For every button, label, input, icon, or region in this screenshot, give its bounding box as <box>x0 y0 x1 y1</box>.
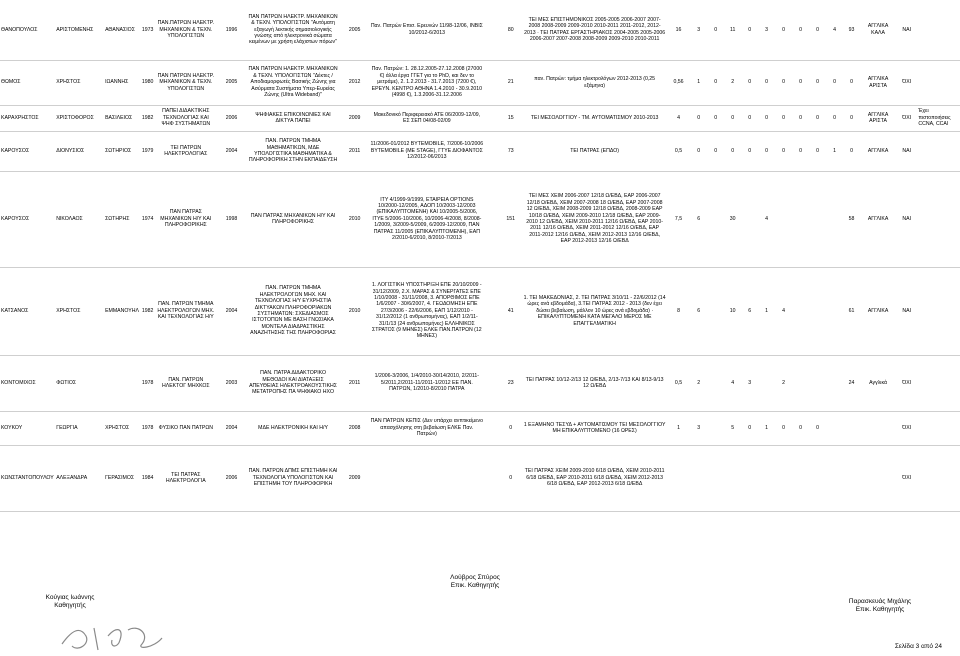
cell-months: 23 <box>507 379 514 386</box>
cell-research-year <box>484 171 499 267</box>
cell-postgrad: ΜΔΕ ΗΛΕΚΤΡΟΝΙΚΗ ΚΑΙ Η/Υ <box>258 424 328 431</box>
cell-score-4: 0 <box>731 147 735 154</box>
cell-yes-no: ΝΑΙ <box>902 147 912 154</box>
signature-left-title: Καθηγητής <box>54 602 86 609</box>
cell-score-3 <box>707 267 724 355</box>
cell-months: 0 <box>509 474 513 481</box>
cell-score-2: 6 <box>697 215 701 222</box>
cell-score-10 <box>826 445 843 511</box>
cell-score-8 <box>792 267 809 355</box>
cell-teaching: ΤΕΙ ΜΕΣ ΕΠΙΣΤΗΜΟΝΙΚΟΣ 2005-2005 2006-2007 2007-2008 2008-2009 2009-2010 2010-2011 2011-2012, 2012-2013 · ΤΕΙ ΠΑΤΡΑΣ ΕΡΓΑΣΤΗΡΙΑΚΟΣ 2004-2005 2005-2006 2006-2007 2007-2008 2008-2009 2009-2010 2010-2011 <box>524 16 666 43</box>
cell-score-7: 4 <box>782 307 786 314</box>
cell-deg-year: 2004 <box>225 307 238 314</box>
cell-pg-year: 2008 <box>348 424 361 431</box>
cell-score-1: 16 <box>675 26 682 33</box>
cell-score-6 <box>758 445 775 511</box>
cell-language: ΑΓΓΛΙΚΑ ΑΡΙΣΤΑ <box>867 76 889 89</box>
cell-surname: ΘΩΜΟΣ <box>1 79 21 86</box>
cell-score-1: 4 <box>677 114 680 121</box>
cell-teaching: ΤΕΙ ΠΑΤΡΑΣ 10/12-2/13 12 Ω/ΕΒΔ, 2/13-7/13 ΚΑΙ 8/13-9/13 12 Ω/ΕΒΔ <box>525 376 664 389</box>
cell-teaching: ΤΕΙ ΠΑΤΡΑΣ (ΕΠΔΟ) <box>570 147 619 154</box>
cell-score-9: 0 <box>816 114 820 121</box>
cell-degree: ΠΑΝ. ΠΑΤΡΩΝ ΤΜΗΜΑ ΗΛΕΚΤΡΟΛΟΓΩΝ ΜΗΧ. ΚΑΙ ΤΕΧΝΟΛΟΓΙΑΣ Η/Υ <box>157 301 215 321</box>
cell-birth: 1978 <box>141 424 154 431</box>
cell-degree: ΤΕΙ ΠΑΤΡΑΣ ΗΛΕΚΤΡΟΛΟΓΙΑ <box>165 471 206 484</box>
table-row <box>0 105 960 131</box>
cell-name: ΓΕΩΡΓΙΑ <box>56 424 78 431</box>
cell-score-1 <box>667 445 690 511</box>
cell-score-6: 0 <box>765 79 769 86</box>
cell-score-4: 10 <box>729 307 736 314</box>
cell-teaching: ΤΕΙ ΜΕΣΟΛΟΓΓΙΟΥ - ΤΜ. ΑΥΤΟΜΑΤΙΣΜΟΥ 2010-2013 <box>530 114 659 121</box>
cell-score-5: 0 <box>748 79 752 86</box>
table-row <box>0 0 960 60</box>
cell-teaching: ΤΕΙ ΠΑΤΡΑΣ ΧΕΙΜ 2009-2010 6/18 Ω/ΕΒΔ, ΧΕΙΜ 2010-2011 6/18 Ω/ΕΒΔ, ΕΑΡ 2010-2011 6/18 Ω/ΕΒΔ, ΧΕΙΜ 2012-2013 6/18 Ω/ΕΒΔ, ΕΑΡ 2012-2013 6/18 Ω/ΕΒΔ <box>524 468 665 488</box>
cell-birth: 1982 <box>141 114 154 121</box>
cell-pg-year: 2009 <box>348 474 361 481</box>
cell-deg-year: 1998 <box>225 215 238 222</box>
cell-deg-year: 2003 <box>225 379 238 386</box>
cell-score-total <box>843 445 860 511</box>
cell-score-2: 0 <box>697 147 701 154</box>
cell-name: ΝΙΚΟΛΑΟΣ <box>56 215 83 222</box>
cell-name: ΧΡΙΣΤΟΦΟΡΟΣ <box>56 114 94 121</box>
cell-father: ΣΩΤΗΡΗΣ <box>105 215 130 222</box>
cell-score-10: 4 <box>833 26 836 33</box>
cell-score-9 <box>809 355 826 411</box>
cell-score-5 <box>741 171 758 267</box>
cell-father: ΒΑΣΙΛΕΙΟΣ <box>105 114 133 121</box>
cell-notes <box>917 0 960 60</box>
cell-degree: ΠΑΝ. ΠΑΤΡΩΝ ΗΛΕΚΤΟΓ ΜΗΧΚΟΣ <box>162 376 210 389</box>
cell-father <box>104 355 140 411</box>
cell-father: ΕΜΜΑΝΟΥΗΛ <box>105 307 139 314</box>
cell-score-5: 6 <box>748 307 752 314</box>
cell-degree: ΦΥΣΙΚΟ ΠΑΝ ΠΑΤΡΩΝ <box>158 424 213 431</box>
cell-score-7: 0 <box>782 79 786 86</box>
cell-score-9 <box>809 267 826 355</box>
cell-score-4 <box>724 445 741 511</box>
cell-months: 41 <box>507 307 514 314</box>
cell-postgrad: ΠΑΝ ΠΑΤΡΑΣ ΜΗΧΑΝΙΚΩΝ Η/Υ ΚΑΙ ΠΛΗΡΟΦΟΡΙΚΗΣ <box>250 212 336 225</box>
cell-research: ΙΤΥ 4/1999-9/1999, ΕΤΑΙΡΕΙΑ OPTIONS 10/2000-12/2005, ΑΔΟΠ 10/2003-12/2003 (ΕΠΙΚΑΛΥΠΤΟΜΕΝΗ) ΚΑΙ 10/2005-5/2006, ΙΤΥΕ 5/2006-10/2006, 10/2006-4/2008, 8/2008-1/2009, 3/2009-5/2009, 6/2009-12/2009, ΠΑΝ ΠΑΤΡΑΣ 11/2005 (ΕΠΙΚΑΛΥΠΤΟΜΕΝΗ), ΕΑΠ 2/2010-6/2010, 8/2010-7/2013 <box>372 196 482 242</box>
cell-research: Παν. Πατρών: 1. 28.12.2005-27.12.2008 (27000 €) άλλα έργα ΓΓΕΤ για το PhD, και δεν το μετράμε), 2. 1.2.2013 - 31.7.2013 (7200 €), ΕΡΕΥΝ. ΚΕΝΤΡΟ ΑΘΗΝΑ 1.4.2010 - 30.9.2010 (4998 €), 1.3.2006-31.12.2006 <box>371 66 483 99</box>
cell-teaching: 1. ΤΕΙ ΜΑΚΕΔΟΝΙΑΣ, 2. ΤΕΙ ΠΑΤΡΑΣ 3/10/11 - 22/6/2012 (14 ώρες ανά εβδομάδα), 3.ΤΕΙ ΠΑΤΡΑΣ 2012 - 2013 (δεν έχει δώσει βεβαίωση, μάλλον 10 ώρες ανά εβδομάδα) · ΕΠΙΚΑΛΥΠΤΟΜΕΝΗ ΚΑΤΑ ΜΕΓΑΛΟ ΜΕΡΟΣ ΜΕ ΕΠΑΓΓΕΛΜΑΤΙΚΗ <box>523 294 666 327</box>
cell-research-year <box>484 131 499 171</box>
cell-score-total <box>843 411 860 445</box>
cell-score-6: 0 <box>765 147 769 154</box>
cell-score-2: 2 <box>697 379 701 386</box>
cell-birth: 1982 <box>141 307 154 314</box>
cell-postgrad: ΨΗΦΙΑΚΕΣ ΕΠΙΚΟΙΝΩΝΙΕΣ ΚΑΙ ΔΙΚΤΥΑ ΠΑΠΕΙ <box>255 111 331 124</box>
cell-months: 15 <box>507 114 514 121</box>
table-row <box>0 411 960 445</box>
cell-notes <box>917 131 960 171</box>
cell-score-5: 3 <box>748 379 752 386</box>
cell-pg-year: 2005 <box>348 26 361 33</box>
cell-research: Παν. Πατρών Επισ. Ερευνών 11/98-12/06, ΙΝΒΙΣ 10/2012-6/2013 <box>370 23 483 36</box>
table-row <box>0 171 960 267</box>
cell-score-3 <box>707 445 724 511</box>
cell-deg-year: 2004 <box>225 424 238 431</box>
cell-score-3: 0 <box>714 79 718 86</box>
signature-center-name: Λούβρος Σπύρος <box>450 574 500 581</box>
cell-score-9 <box>809 171 826 267</box>
cell-pg-year: 2010 <box>348 215 361 222</box>
table-row <box>0 355 960 411</box>
cell-degree: ΠΑΝ.ΠΑΤΡΩΝ ΗΛΕΚΤΡ. ΜΗΧΑΝΙΚΩΝ & ΤΕΧΝ. ΥΠΟΛΟΓΙΣΤΩΝ <box>157 20 215 39</box>
cell-postgrad: ΠΑΝ ΠΑΤΡΩΝ ΗΛΕΚΤΡ. ΜΗΧΑΝΙΚΩΝ & ΤΕΧΝ. ΥΠΟΛΟΓΙΣΤΩΝ "Αυτόματη εξαγωγή λεκτικής σημασιολογικής γνώσης από ηλεκτρονικά σώματα κειμένων με χρήση ελάχιστων πόρων" <box>248 13 338 46</box>
cell-score-8 <box>792 355 809 411</box>
cell-score-7: 0 <box>782 424 786 431</box>
cell-score-7: 0 <box>782 147 786 154</box>
cell-research: 1. ΛΟΓΙΣΤΙΚΗ ΥΠΟΣΤΗΡΙΞΗ ΕΠΕ 20/10/2009 - 31/12/2009, 2.Χ. ΜΑΡΑΣ & ΣΥΝΕΡΓΑΤΕΣ ΕΠΕ 1/10/2008 - 31/11/2008, 3. ΑΠΟΡΘΙΜΟΣ ΕΠΕ 1/6/2007 - 30/6/2007, 4. ΓΕΩΔΟΜΗΣΗ ΕΠΕ 27/3/2006 - 22/6/2006, ΕΑΠ 1/12/2010 - 31/12/2012 (1 ανθρωπομήνας), ΕΑΠ 1/2/11-31/1/13 (24 ανθρωπομήνες) ΕΛΛΗΝΙΚΟΣ ΣΤΡΑΤΟΣ (9 ΜΗΝΕΣ) ΕΛΚΕ ΠΑΝ.ΠΑΤΡΩΝ (12 ΜΗΝΕΣ) <box>372 282 482 340</box>
signature-left <box>20 594 120 610</box>
cell-score-10: 0 <box>833 79 836 86</box>
cell-yes-no: ΝΑΙ <box>902 307 912 314</box>
cell-score-7 <box>775 171 792 267</box>
cell-birth: 1980 <box>141 79 154 86</box>
cell-research: ΠΑΝ ΠΑΤΡΩΝ ΚΕΠΙΣ (Δεν υπάρχει ανπτικείμενο απασχόλησης στη βεβαίωση ΕΛΚΕ Παν. Πατρών) <box>370 418 484 438</box>
cell-postgrad: ΠΑΝ ΠΑΤΡΩΝ ΗΛΕΚΤΡ. ΜΗΧΑΝΙΚΩΝ & ΤΕΧΝ. ΥΠΟΛΟΓΙΣΤΩΝ "Δέκτες / Αποδιαμορφωτές Βασικής Ζώνης για Ασύρματα Συστήματα Υπερ-Ευρείας Ζώνης (Ultra Wideband)" <box>248 66 338 99</box>
cell-yes-no: ΌΧΙ <box>902 114 912 121</box>
cell-months: 151 <box>506 215 516 222</box>
cell-months: 21 <box>507 79 514 86</box>
cell-teaching: 1 ΕΞΑΜΗΝΟ ΤΕΣΥΔ + ΑΥΤΟΜΑΤΙΣΜΟΥ ΤΕΙ ΜΕΣΟΛΟΓΓΙΟΥ ΜΗ ΕΠΙΚΑΛΥΠΤΟΜΕΝΟ (16 ΩΡΕΣ) <box>523 421 666 434</box>
signature-center <box>410 574 540 590</box>
cell-yes-no: ΝΑΙ <box>902 215 912 222</box>
cell-language: ΑΓΓΛΙΚΑ <box>867 147 889 154</box>
cell-teaching: παν. Πατρών: τμήμα ηλεκτρολόγων 2012-2013 (0,25 εξάμηνα) <box>534 76 656 89</box>
cell-months: 73 <box>507 147 514 154</box>
table-row <box>0 60 960 105</box>
cell-research-year <box>484 411 499 445</box>
cell-score-5: 0 <box>748 26 752 33</box>
cell-score-5: 0 <box>748 424 752 431</box>
signature-right-title: Επικ. Καθηγητής <box>855 606 905 613</box>
cell-score-1: 1 <box>677 424 680 431</box>
cell-deg-year: 2006 <box>225 114 238 121</box>
cell-yes-no: ΌΧΙ <box>902 379 912 386</box>
cell-score-9: 0 <box>816 26 820 33</box>
cell-score-8 <box>792 171 809 267</box>
cell-degree: ΠΑΠΕΙ ΔΙΔΑΚΤΙΚΗΣ ΤΕΧΝΟΛΟΓΙΑΣ ΚΑΙ ΨΗΦ ΣΥΣΤΗΜΑΤΩΝ <box>161 108 211 128</box>
cell-score-2: 3 <box>697 424 701 431</box>
cell-language: ΑΓΓΛΙΚΑ ΚΑΛΑ <box>867 23 889 36</box>
cell-pg-year: 2011 <box>349 147 361 154</box>
cell-score-5: 0 <box>748 147 752 154</box>
cell-language <box>860 411 896 445</box>
cell-score-3 <box>707 355 724 411</box>
cell-score-4: 4 <box>731 379 735 386</box>
cell-notes <box>917 411 960 445</box>
cell-score-8: 0 <box>799 147 803 154</box>
cell-notes <box>917 445 960 511</box>
cell-score-7: 2 <box>782 379 786 386</box>
cell-deg-year: 2006 <box>225 474 238 481</box>
cell-notes <box>917 171 960 267</box>
cell-yes-no: ΌΧΙ <box>902 474 912 481</box>
cell-score-3: 0 <box>714 26 718 33</box>
cell-score-5 <box>741 445 758 511</box>
cell-surname: ΚΑΤΣΑΝΟΣ <box>1 307 29 314</box>
cell-postgrad: ΠΑΝ. ΠΑΤΡΩΝ ΤΜΗΜΑ ΜΑΘΗΜΑΤΙΚΩΝ, ΜΔΕ ΥΠΟΛΟΓΙΣΤΙΚΑ ΜΑΘΗΜΑΤΙΚΑ & ΠΛΗΡΟΦΟΡΙΚΗ ΣΤΗΝ ΕΚΠΑΙΔΕΥΣΗ <box>248 138 338 164</box>
cell-degree: ΤΕΙ ΠΑΤΡΩΝ ΗΛΕΚΤΡΟΛΟΓΙΑΣ <box>164 144 208 157</box>
cell-months: 0 <box>509 424 513 431</box>
cell-surname: ΚΑΡΟΥΣΟΣ <box>1 147 30 154</box>
cell-score-6: 1 <box>765 424 769 431</box>
cell-deg-year: 2005 <box>225 79 238 86</box>
handwritten-signature-icon <box>58 618 168 656</box>
cell-score-total: 24 <box>848 379 855 386</box>
cell-score-3: 0 <box>714 114 718 121</box>
cell-score-total: 93 <box>848 26 855 33</box>
cell-score-6: 0 <box>765 114 769 121</box>
cell-surname: ΚΟΝΤΟΜΙΧΟΣ <box>1 379 36 386</box>
cell-teaching: ΤΕΙ ΜΕΣ ΧΕΙΜ 2006-2007 12/18 Ω/ΕΒΔ, ΕΑΡ 2006-2007 12/18 Ω/ΕΒΔ, ΧΕΙΜ 2007-2008 18 Ω/ΕΒΔ, ΕΑΡ 2007-2008 12 Ω/ΕΒΔ, ΧΕΙΜ 2008-2009 12/18 Ω/ΕΒΔ, 2008-2009 ΕΑΡ 10/18 Ω/ΕΒΔ, ΧΕΙΜ 2009-2010 12/18 Ω/ΕΒΔ, ΕΑΡ 2009-2010 12 Ω/ΕΒΔ, ΧΕΙΜ 2010-2011 12/16 Ω/ΕΒΔ, ΕΑΡ 2010-2011 12/16 Ω/ΕΒΔ, ΧΕΙΜ 2011-2012 12/16 Ω/ΕΒΔ, ΕΑΡ 2011-2012 12/16 Ω/ΕΒΔ, ΧΕΙΜ 2012-2013 12/16 Ω/ΕΒΔ, ΕΑΡ 2012-2013 12/16 Ω/ΕΒΔ <box>526 193 663 245</box>
cell-name: ΧΡΗΣΤΟΣ <box>56 307 81 314</box>
cell-score-4: 2 <box>731 79 735 86</box>
cell-postgrad: ΠΑΝ. ΠΑΤΡΩΝ ΤΜΗΜΑ ΗΛΕΚΤΡΟΛΟΓΩΝ ΜΗΧ. ΚΑΙ ΤΕΧΝΟΛΟΓΙΑΣ Η/Υ ΕΥΧΡΗΣΤΙΑ ΔΙΚΤΥΑΚΩΝ ΠΛΗΡΟΦΟΡΙΑΚΩΝ ΣΥΣΤΗΜΑΤΩΝ: ΣΧΕΔΙΑΣΜΟΣ ΙΣΤΟΤΟΠΩΝ ΜΕ ΒΑΣΗ ΓΝΩΣΙΑΚΑ ΜΟΝΤΕΛΑ ΔΙΑΔΡΑΣΤΙΚΗΣ ΑΝΑΖΗΤΗΣΗΣ ΤΗΣ ΠΛΗΡΟΦΟΡΙΑΣ <box>250 285 336 337</box>
signature-center-title: Επικ. Καθηγητής <box>450 582 500 589</box>
cell-score-9: 0 <box>816 79 820 86</box>
cell-research <box>370 445 485 511</box>
cell-pg-year: 2011 <box>349 379 361 386</box>
cell-language: Αγγλικά <box>869 379 887 386</box>
cell-score-10 <box>826 411 843 445</box>
cell-score-total: 61 <box>848 307 855 314</box>
cell-surname: ΘΑΝΟΠΟΥΛΟΣ <box>1 26 38 33</box>
cell-pg-year: 2012 <box>348 79 361 86</box>
cell-score-total: 0 <box>850 114 853 121</box>
cell-father: ΓΕΡΑΣΙΜΟΣ <box>105 474 135 481</box>
cell-father: ΙΩΑΝΝΗΣ <box>105 79 129 86</box>
cell-notes <box>917 60 960 105</box>
cell-yes-no: ΝΑΙ <box>902 26 912 33</box>
cell-score-4: 5 <box>731 424 735 431</box>
cell-score-total: 0 <box>850 79 853 86</box>
cell-yes-no: ΌΧΙ <box>902 79 912 86</box>
cell-score-6 <box>758 355 775 411</box>
cell-score-7: 0 <box>782 114 786 121</box>
cell-degree: ΠΑΝ ΠΑΤΡΑΣ ΜΗΧΑΝΙΚΩΝ Η/Υ ΚΑΙ ΠΛΗΡΟΦΟΡΙΚΗΣ <box>160 209 212 229</box>
page-number: Σελίδα 3 από 24 <box>894 643 942 650</box>
cell-surname: ΚΑΡΑΧΡΗΣΤΟΣ <box>1 114 39 121</box>
cell-research-year <box>484 105 499 131</box>
cell-score-8: 0 <box>799 114 803 121</box>
cell-score-3 <box>707 171 724 267</box>
cell-score-3 <box>707 411 724 445</box>
cell-score-10 <box>826 171 843 267</box>
signature-right-name: Παρασκευάς Μιχάλης <box>848 598 912 605</box>
cell-score-1: 0,56 <box>673 79 684 86</box>
cell-months: 80 <box>507 26 514 33</box>
table-row <box>0 267 960 355</box>
cell-surname: ΚΟΥΚΟΥ <box>1 424 23 431</box>
cell-research: 11/2006-01/2012 ΒΥΤΕΜΟΒΙLE, 7/2006-10/2006 ΒΥΤΕΜΟΒΙLE (ME STAGE), ΓΤΥΕ ΔΙΟΦΑΝΤΟΣ 12/2012-06/2013 <box>370 141 484 161</box>
cell-language: ΑΓΓΛΙΚΑ <box>867 215 889 222</box>
cell-score-8 <box>792 445 809 511</box>
cell-surname: ΚΩΝΣΤΑΝΤΟΠΟΥΛΟΥ <box>1 474 54 481</box>
cell-research-year <box>484 355 499 411</box>
cell-score-1: 7,5 <box>674 215 683 222</box>
cell-postgrad: ΠΑΝ. ΠΑΤΡΑ ΔΙΔΑΚΤΟΡΙΚΟ ΜΕΘΟΔΟΙ ΚΑΙ ΔΙΑΤΑΞΕΙΣ ΑΠΕΥΘΕΙΑΣ ΗΛΕΚΤΡΟΑΚΟΥΣΤΙΚΗΣ ΜΕΤΑΤΡΟΠΗΣ ΠΑ ΨΗΦΙΑΚΟ ΗΧΟ <box>249 370 337 396</box>
cell-score-1: 0,5 <box>674 379 683 386</box>
cell-score-10: 0 <box>833 114 836 121</box>
cell-language: ΑΓΓΛΙΚΑ <box>867 307 889 314</box>
cell-research: Μακεδονικό Περιφερειακό ΑΤΕ 06/2009-12/09, ΕΣ ΣΕΠ 04/08-02/09 <box>373 111 481 124</box>
cell-name: ΔΙΟΝΥΣΙΟΣ <box>56 147 85 154</box>
cell-score-9: 0 <box>816 147 820 154</box>
cell-research-year <box>484 0 499 60</box>
cell-language <box>860 445 896 511</box>
cell-birth: 1978 <box>141 379 154 386</box>
table-row <box>0 445 960 511</box>
cell-score-8: 0 <box>799 26 803 33</box>
cell-score-8: 0 <box>799 79 803 86</box>
cell-score-7: 0 <box>782 26 786 33</box>
cell-score-4: 11 <box>729 26 736 33</box>
table-row <box>0 131 960 171</box>
cell-surname: ΚΑΡΟΥΣΟΣ <box>1 215 30 222</box>
cell-deg-year: 1996 <box>225 26 238 33</box>
cell-score-10: 1 <box>833 147 836 154</box>
cell-language: ΑΓΓΛΙΚΑ ΑΡΙΣΤΑ <box>867 111 889 124</box>
cell-score-7 <box>775 445 792 511</box>
cell-postgrad: ΠΑΝ. ΠΑΤΡΩΝ ΔΠΜΣ ΕΠΙΣΤΗΜΗ ΚΑΙ ΤΕΧΝΟΛΟΓΙΑ ΥΠΟΛΟΓΙΣΤΩΝ ΚΑΙ ΕΠΙΣΤΗΜΗ ΤΟΥ ΠΛΗΡΟΦΟΡΙΚΗ <box>248 468 338 488</box>
cell-research-year <box>484 60 499 105</box>
cell-score-6: 1 <box>765 307 769 314</box>
cell-score-5: 0 <box>748 114 752 121</box>
cell-score-1: 8 <box>677 307 680 314</box>
cell-yes-no: ΌΧΙ <box>902 424 912 431</box>
cell-score-total: 58 <box>848 215 855 222</box>
cell-pg-year: 2009 <box>348 114 361 121</box>
cell-deg-year: 2004 <box>225 147 238 154</box>
cell-pg-year: 2010 <box>348 307 361 314</box>
cell-research-year <box>484 445 499 511</box>
signature-left-name: Κούγιας Ιωάννης <box>45 594 95 601</box>
cell-score-1: 0,5 <box>674 147 683 154</box>
cell-father: ΑΘΑΝΑΣΙΟΣ <box>105 26 135 33</box>
cell-birth: 1979 <box>141 147 154 154</box>
cell-score-6: 4 <box>765 215 769 222</box>
cell-score-10 <box>826 267 843 355</box>
cell-score-8: 0 <box>799 424 803 431</box>
cell-father: ΧΡΗΣΤΟΣ <box>105 424 130 431</box>
cell-birth: 1984 <box>141 474 154 481</box>
cell-degree: ΠΑΝ ΠΑΤΡΩΝ ΗΛΕΚΤΡ. ΜΗΧΑΝΙΚΩΝ & ΤΕΧΝ. ΥΠΟΛΟΓΙΣΤΩΝ <box>157 72 215 92</box>
cell-name: ΧΡΗΣΤΟΣ <box>56 79 81 86</box>
cell-notes <box>917 267 960 355</box>
cell-score-4: 30 <box>729 215 736 222</box>
signature-right <box>820 598 940 614</box>
cell-birth: 1973 <box>141 26 154 33</box>
cell-score-3: 0 <box>714 147 718 154</box>
cell-score-2: 3 <box>697 26 701 33</box>
cell-name: ΑΡΙΣΤΟΜΕΝΗΣ <box>56 26 94 33</box>
cell-score-2 <box>690 445 707 511</box>
cell-score-total: 0 <box>850 147 853 154</box>
cell-notes <box>917 355 960 411</box>
cell-notes: Έχει πιστοποιήσεις CCNA, CCAI <box>918 108 951 128</box>
cell-name: ΦΩΤΙΟΣ <box>56 379 77 386</box>
cell-father: ΣΩΤΗΡΙΟΣ <box>105 147 132 154</box>
cell-name: ΑΛΕΞΑΝΔΡΑ <box>56 474 88 481</box>
cell-research-year <box>484 267 499 355</box>
cell-score-6: 3 <box>765 26 769 33</box>
cell-research: 1/2006-3/2006, 1/4/2010-30/14/2010, 2/2011-5/2011,2/2011-11/2011-1/2012 ΕΕ ΠΑΝ. ΠΑΤΡΩΝ, 1/2010-8/2010 ΠΑΤΡΑ <box>374 373 479 393</box>
cell-score-10 <box>826 355 843 411</box>
cell-score-4: 0 <box>731 114 735 121</box>
cell-birth: 1974 <box>141 215 154 222</box>
cell-score-2: 6 <box>697 307 701 314</box>
cell-score-9 <box>809 445 826 511</box>
cell-score-9: 0 <box>816 424 820 431</box>
cell-score-2: 0 <box>697 114 701 121</box>
cell-score-2: 1 <box>697 79 701 86</box>
